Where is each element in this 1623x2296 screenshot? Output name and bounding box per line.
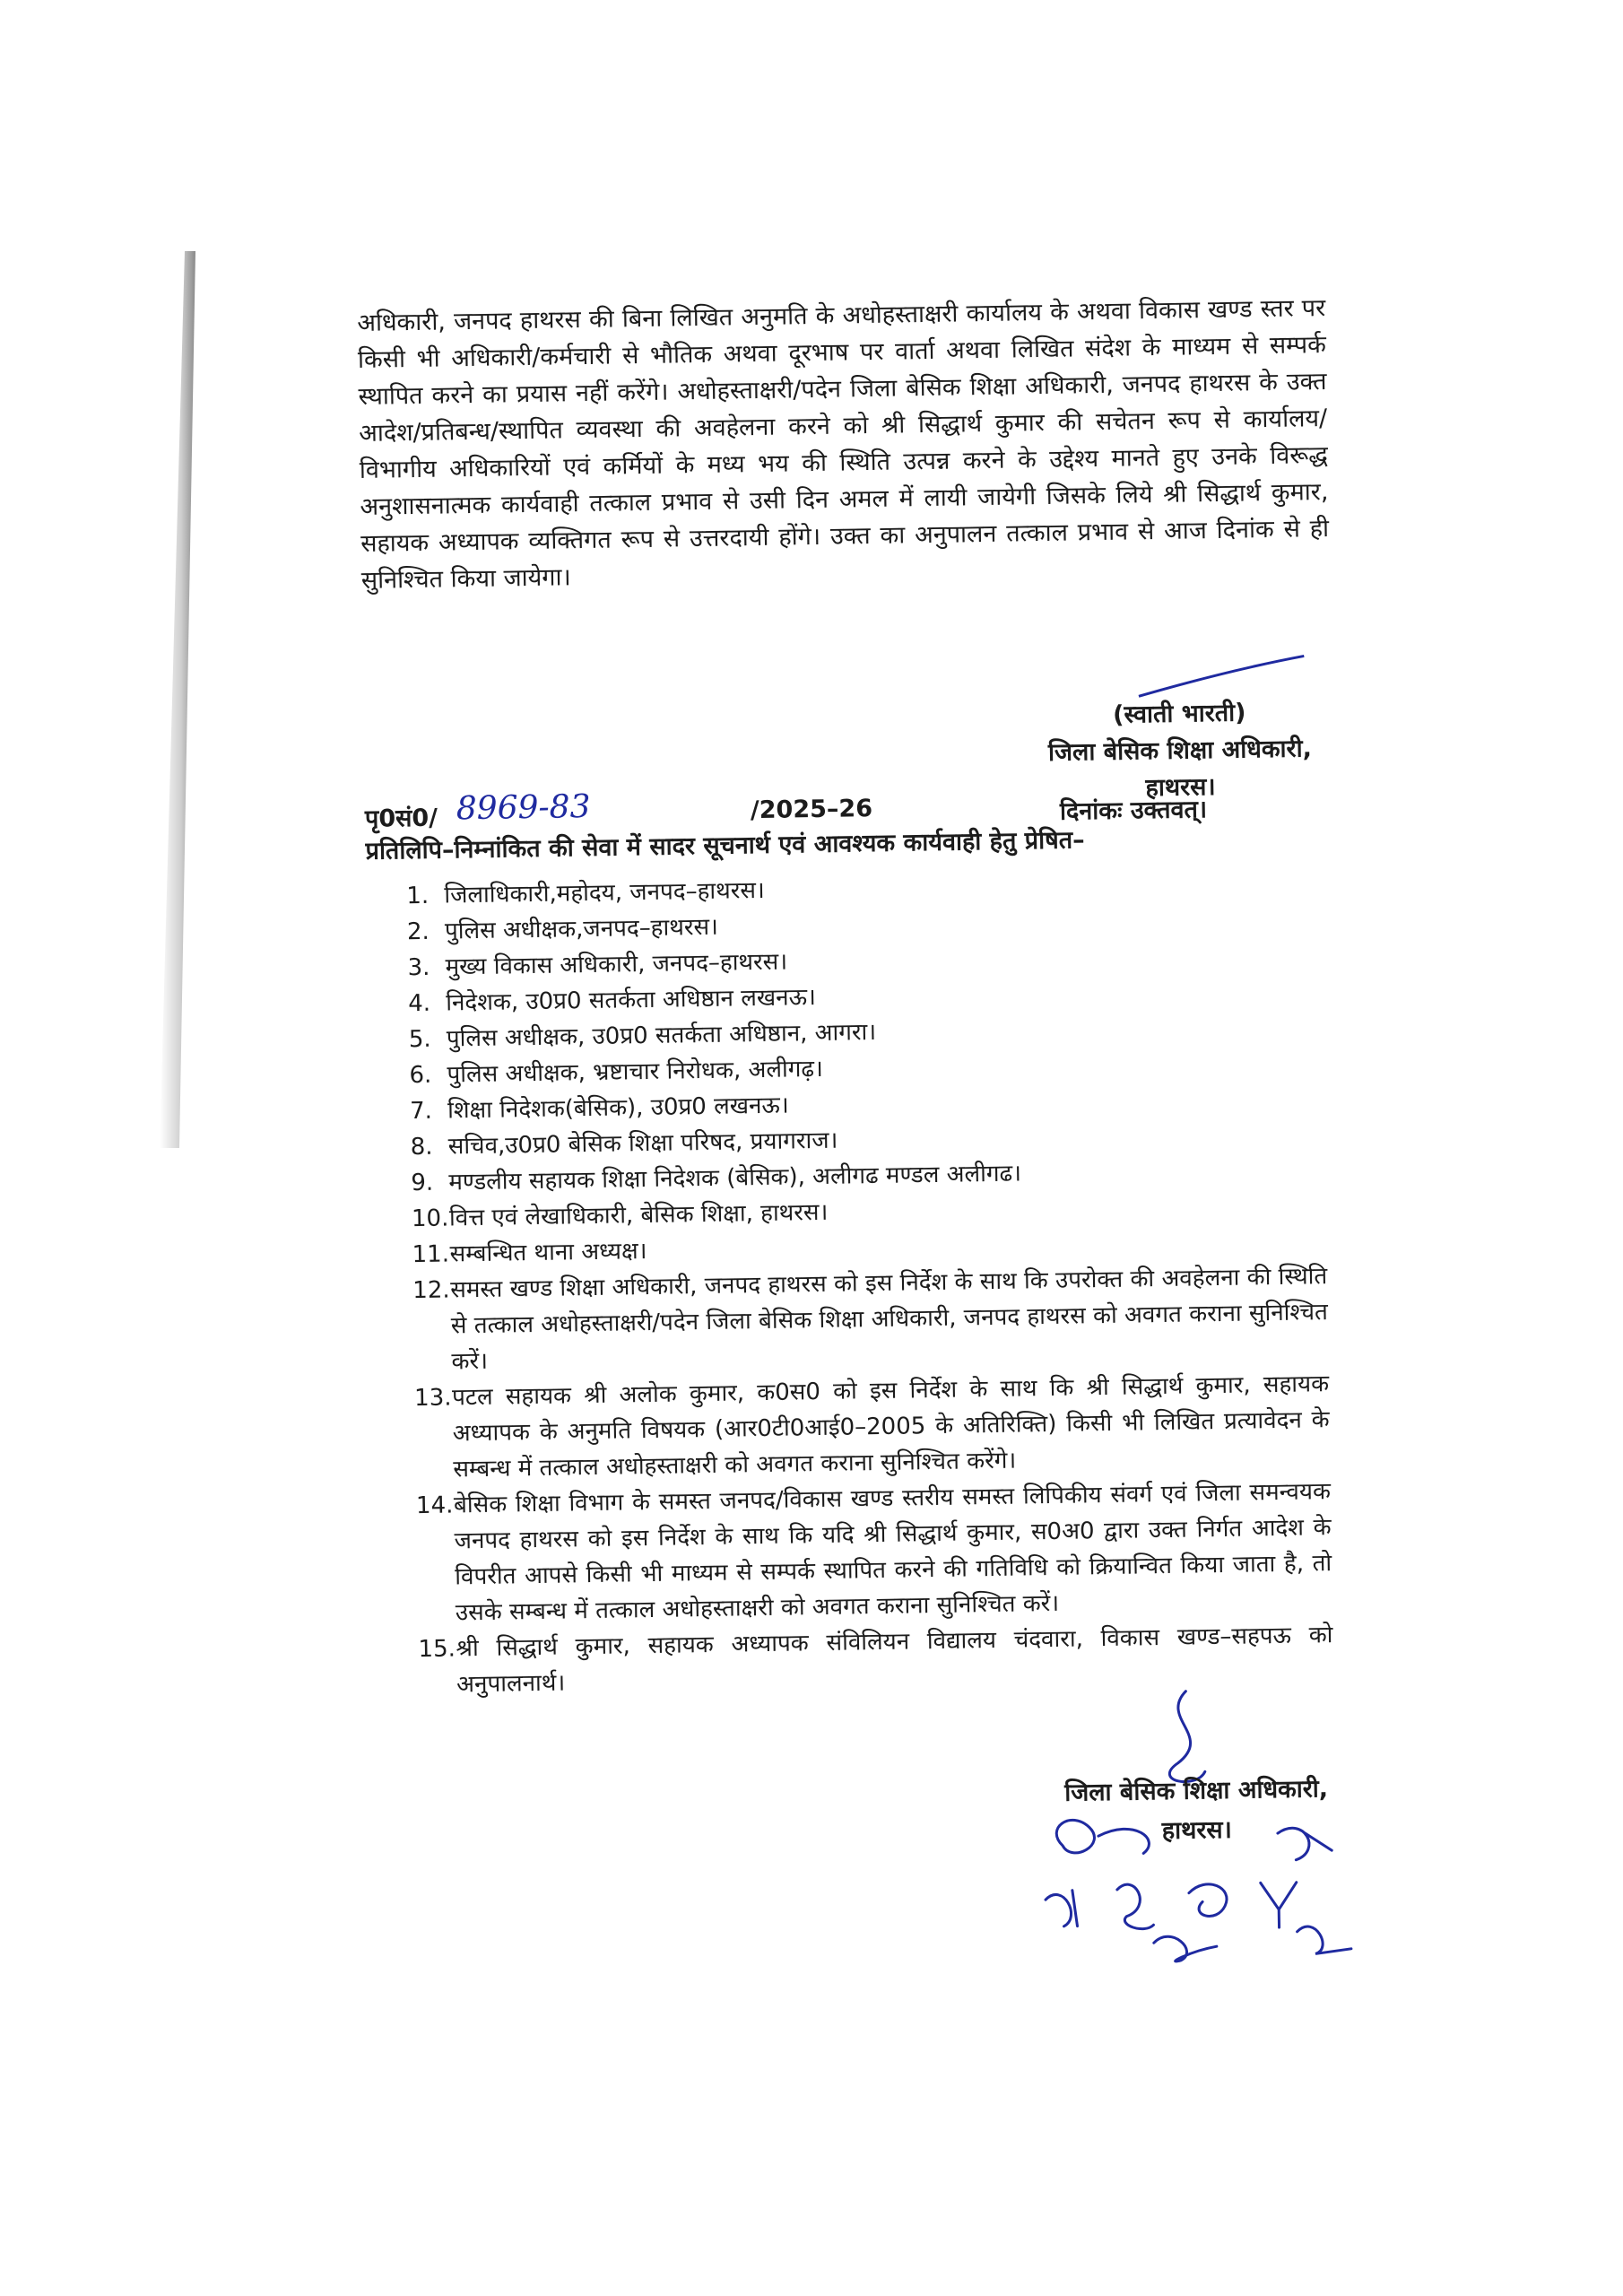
signatory-designation-2: जिला बेसिक शिक्षा अधिकारी, (1063, 1775, 1329, 1807)
list-item: 11. सम्बन्धित थाना अध्यक्ष। (412, 1238, 647, 1269)
letter-paragraph: अधिकारी, जनपद हाथरस की बिना लिखित अनुमति के अधोहस्ताक्षरी कार्यालय के अथवा विकास खण्ड स्तर पर किसी भी अधिकारी/कर्मचारी से भौतिक अथवा दूरभाष पर वार्ता अथवा लिखित संदेश के माध्यम से सम्पर्क स्थापित करने का प्रयास नहीं करेंगे। अधोहस्ताक्षरी/पदेन जिला बेसिक शिक्षा अधिकारी, जनपद हाथरस के उक्त आदेश/प्रतिबन्ध/स्थापित व्यवस्था की अवहेलना करने को श्री सिद्धार्थ कुमार की सचेतन रूप से कार्यालय/विभागीय अधिकारियों एवं कर्मियों के मध्य भय की स्थिति उत्पन्न करने के उद्देश्य मानते हुए उनके विरूद्ध अनुशासनात्मक कार्यवाही तत्काल प्रभाव से उसी दिन अमल में लायी जायेगी जिसके लिये श्री सिद्धार्थ कुमार, सहायक अध्यापक व्यक्तिगत रूप से उत्तरदायी होंगे। उक्त का अनुपालन तत्काल प्रभाव से आज दिनांक से ही सुनिश्चित किया जायेगा। (357, 294, 1330, 595)
copy-heading: प्रतिलिपि–निम्नांकित की सेवा में सादर सूचनार्थ एवं आवश्यक कार्यवाही हेतु प्रेषित– (365, 826, 1085, 865)
copy-list (406, 864, 1333, 1703)
signatory-place-2: हाथरस। (1161, 1815, 1233, 1846)
list-item: 12. समस्त खण्ड शिक्षा अधिकारी, जनपद हाथरस को इस निर्देश के साथ कि उपरोक्त की अवहेलना की स्थिति से तत्काल अधोहस्ताक्षरी/पदेन जिला बेसिक शिक्षा अधिकारी, जनपद हाथरस को अवगत कराना सुनिश्चित करें। (412, 1263, 1329, 1376)
reference-date: दिनांकः उक्तवत्। (1059, 796, 1208, 826)
scan-page-edge-shadow (160, 251, 195, 1148)
letter-document (357, 290, 1333, 1846)
signatory-designation: जिला बेसिक शिक्षा अधिकारी, (1047, 735, 1313, 767)
list-item: 6. पुलिस अधीक्षक, भ्रष्टाचार निरोधक, अलीगढ़। (409, 1055, 824, 1090)
list-item: 4. निदेशक, उ0प्र0 सतर्कता अधिष्ठान लखनऊ। (408, 984, 817, 1018)
list-item: 5. पुलिस अधीक्षक, उ0प्र0 सतर्कता अधिष्ठान, आगरा। (408, 1019, 877, 1054)
signatory-place: हाथरस। (1145, 773, 1216, 803)
list-item: 1. जिलाधिकारी,महोदय, जनपद–हाथरस। (406, 876, 766, 910)
reference-label: पृ0सं0/ (364, 804, 438, 833)
list-item: 13. पटल सहायक श्री अलोक कुमार, क0स0 को इस निर्देश के साथ कि श्री सिद्धार्थ कुमार, सहायक अध्यापक के अनुमति विषयक (आर0टी0आई0–2005 के अतिरिक्ति) किसी भी लिखित प्रत्यावेदन के सम्बन्ध में तत्काल अधोहस्ताक्षरी को अवगत कराना सुनिश्चित करेंगे। (413, 1370, 1330, 1483)
signatory-name: (स्वाती भारती) (1112, 699, 1246, 729)
list-item: 14. बेसिक शिक्षा विभाग के समस्त जनपद/विकास खण्ड स्तरीय समस्त लिपिकीय संवर्ग एवं जिला समन्वयक जनपद हाथरस को इस निर्देश के साथ कि यदि श्री सिद्धार्थ कुमार, स0अ0 द्वारा उक्त निर्गत आदेश के विपरीत आपसे किसी भी माध्यम से सम्पर्क स्थापित करने की गतिविधि को क्रियान्वित किया जाता है, तो उसके सम्बन्ध में तत्काल अधोहस्ताक्षरी को अवगत कराना सुनिश्चित करें। (415, 1478, 1332, 1627)
reference-year: /2025–26 (750, 795, 873, 825)
list-item: 10. वित्त एवं लेखाधिकारी, बेसिक शिक्षा, हाथरस। (411, 1198, 829, 1233)
list-item: 8. सचिव,उ0प्र0 बेसिक शिक्षा परिषद, प्रयागराज। (410, 1126, 838, 1161)
list-item: 15. श्री सिद्धार्थ कुमार, सहायक अध्यापक संविलियन विद्यालय चंदवारा, विकास खण्ड–सहपऊ को अनुपालनार्थ। (418, 1622, 1333, 1699)
list-item: 7. शिक्षा निदेशक(बेसिक), उ0प्र0 लखनऊ। (409, 1091, 789, 1126)
signature-block-2 (1008, 1769, 1385, 1854)
handwritten-reference-number: 8969-83 (456, 787, 591, 828)
list-item: 2. पुलिस अधीक्षक,जनपद–हाथरस। (406, 913, 719, 946)
list-item: 3. मुख्य विकास अधिकारी, जनपद–हाथरस। (407, 948, 788, 982)
list-item: 9. मण्डलीय सहायक शिक्षा निदेशक (बेसिक), अलीगढ मण्डल अलीगढ। (411, 1160, 1022, 1197)
